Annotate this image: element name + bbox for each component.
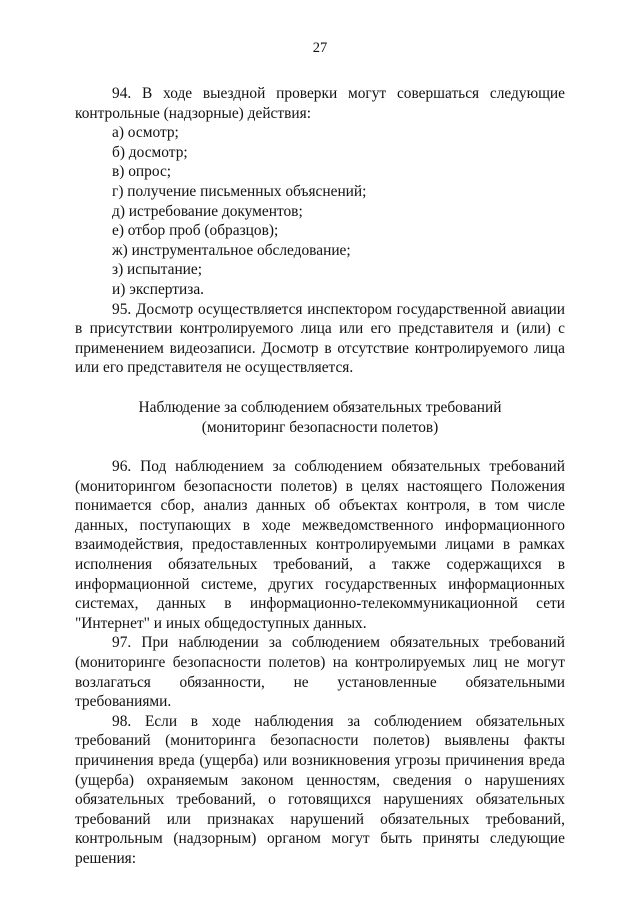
list-item: з) испытание;: [112, 261, 203, 279]
section-heading-line2: (мониторинг безопасности полетов): [201, 418, 439, 436]
list-item: а) осмотр;: [112, 124, 179, 142]
list-item: и) экспертиза.: [112, 280, 205, 298]
paragraph-98: 98. Если в ходе наблюдения за соблюдением обязательных требований (мониторинга безопасности полетов) выявлены факты причинения вреда (ущерба) или возникновения угрозы причинения вреда (ущерба) охраняемым законом ценностям, сведения о нарушениях обязательных требований, о готовящихся нарушениях обязательных требований или признаках нарушений обязательных требований, контрольным (надзорным) органом могут быть приняты следующие решения:: [75, 712, 565, 867]
page-number: 27: [312, 40, 328, 56]
list-item: г) получение письменных объяснений;: [112, 182, 367, 200]
paragraph-95: 95. Досмотр осуществляется инспектором государственной авиации в присутствии контролируемого лица или его представителя и (или) с применением видеозаписи. Досмотр в отсутствие контролируемого лица или его представителя не осуществляется.: [75, 300, 565, 377]
paragraph-97: 97. При наблюдении за соблюдением обязательных требований (мониторинге безопасности полетов) на контролируемых лиц не могут возлагаться обязанности, не установленные обязательными требованиями.: [75, 634, 565, 711]
paragraph-96: 96. Под наблюдением за соблюдением обязательных требований (мониторингом безопасности полетов) в целях настоящего Положения понимается сбор, анализ данных об объектах контроля, в том числе данных, поступающих в ходе межведомственного информационного взаимодействия, предоставленных контролируемыми лицами в рамках исполнения обязательных требований, а также содержащихся в информационной системе, других государственных информационных системах, данных в информационно-телекоммуникационной сети "Интернет" и иных общедоступных данных.: [75, 458, 565, 632]
list-item: е) отбор проб (образцов);: [112, 222, 279, 240]
section-heading: [75, 398, 565, 437]
section-heading-line1: Наблюдение за соблюдением обязательных требований: [138, 398, 502, 416]
paragraph-94: 94. В ходе выездной проверки могут совершаться следующие контрольные (надзорные) действия:: [75, 85, 565, 122]
inspection-actions-list: [75, 123, 565, 299]
list-item: д) истребование документов;: [112, 202, 303, 220]
list-item: ж) инструментальное обследование;: [112, 241, 351, 259]
list-item: б) досмотр;: [112, 143, 188, 161]
list-item: в) опрос;: [112, 163, 172, 181]
